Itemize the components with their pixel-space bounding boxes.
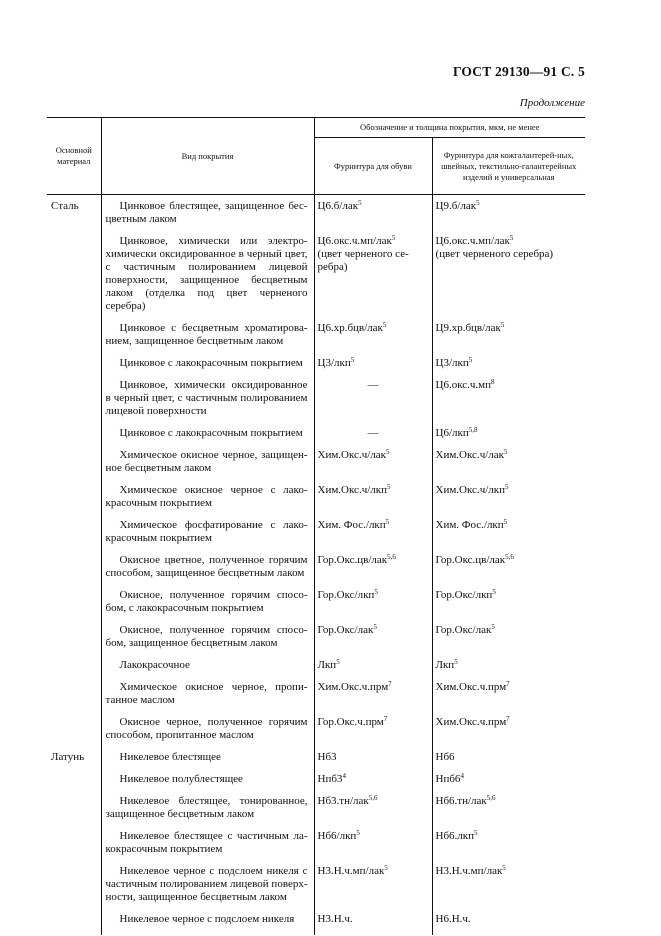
coating-text: Никелевое полублестящее	[119, 773, 243, 785]
coating-text: Окисное, полученное горячим спосо-бом, защищенное бесцветным лаком	[105, 624, 308, 649]
coating-cell	[101, 716, 314, 751]
coating-cell	[101, 427, 314, 449]
coating-text: Цинковое с лакокрасочным покрытием	[119, 427, 303, 439]
coating-cell	[101, 357, 314, 379]
footwear-cell	[314, 554, 432, 589]
coating-text: Цинковое с бесцветным хроматирова-нием, защищенное бесцветным лаком	[105, 322, 308, 347]
footnote-ref: 5	[503, 518, 508, 526]
material-cell	[47, 484, 101, 519]
leather-goods-cell-text: Хим.Окс.ч/лкп	[435, 484, 505, 496]
leather-goods-cell	[432, 830, 585, 865]
designation-note: (цвет черненого серебра)	[435, 248, 554, 260]
footnote-ref: 5	[385, 518, 390, 526]
footwear-cell	[314, 716, 432, 751]
leather-goods-cell	[432, 235, 585, 322]
table-row	[47, 357, 585, 379]
material-cell	[47, 589, 101, 624]
coating-cell	[101, 751, 314, 773]
table-row	[47, 235, 585, 322]
footwear-cell	[314, 830, 432, 865]
table-row	[47, 519, 585, 554]
material-cell	[47, 195, 101, 236]
footwear-cell-text: Нб6/лкп	[317, 830, 357, 842]
leather-goods-cell	[432, 554, 585, 589]
footwear-cell-text: Хим.Окс.ч/лкп	[317, 484, 387, 496]
footwear-cell	[314, 195, 432, 236]
coating-text: Химическое окисное черное, пропи-танное маслом	[105, 681, 308, 706]
footwear-cell-text: Гор.Окс/лак	[317, 624, 374, 636]
coating-cell	[101, 554, 314, 589]
leather-goods-cell-text: Ц3/лкп	[435, 357, 469, 369]
material-cell	[47, 865, 101, 913]
leather-goods-cell	[432, 379, 585, 427]
footnote-ref: 5	[509, 234, 514, 242]
material-cell	[47, 751, 101, 773]
footwear-cell-text: Н3.Н.ч.	[317, 913, 353, 925]
footnote-ref: 7	[388, 680, 392, 688]
leather-goods-cell	[432, 795, 585, 830]
material-cell	[47, 427, 101, 449]
leather-goods-cell	[432, 681, 585, 716]
coating-cell	[101, 624, 314, 659]
footnote-ref: 5	[336, 658, 340, 666]
table-row	[47, 865, 585, 913]
footnote-ref: 5	[350, 356, 355, 364]
footwear-cell	[314, 773, 432, 795]
footnote-ref: 7	[506, 680, 510, 688]
table-row	[47, 913, 585, 935]
footwear-cell-text: Гор.Окс.ч.прм	[317, 716, 384, 728]
coating-text: Окисное цветное, полученное горячим способом, защищенное бесцветным лаком	[105, 554, 308, 579]
table-row	[47, 195, 585, 236]
footnote-ref: 8	[491, 378, 495, 386]
page-header: ГОСТ 29130—91 С. 5	[452, 64, 585, 79]
footnote-ref: 5	[358, 199, 362, 207]
coating-text: Никелевое блестящее, тонированное, защищенное бесцветным лаком	[105, 795, 308, 820]
footnote-ref: 5	[374, 588, 378, 596]
designation-note: (цвет черненого се-ребра)	[317, 248, 409, 273]
coating-text: Окисное черное, полученное горячим способом, пропитанное маслом	[105, 716, 308, 741]
footwear-cell-text: Ц6.хр.бцв/лак	[317, 322, 383, 334]
coating-text: Химическое окисное черное с лако-красочным покрытием	[105, 484, 308, 509]
footwear-cell	[314, 449, 432, 484]
footwear-cell	[314, 681, 432, 716]
material-text: Сталь	[51, 200, 79, 212]
coating-text: Цинковое, химически или электро-химически оксидированное в черный цвет, с частичным полированием лицевой поверхности, защищенное бесцветным лаком (отделка под цвет черненого серебра)	[105, 235, 308, 312]
footwear-cell-text: Нб3.тн/лак	[317, 795, 369, 807]
coating-table	[47, 117, 585, 935]
material-cell	[47, 357, 101, 379]
footnote-ref: 5	[476, 199, 480, 207]
footnote-ref: 5	[491, 623, 495, 631]
footnote-ref: 5	[386, 448, 390, 456]
header-coating: Вид покрытия	[101, 118, 314, 195]
material-cell	[47, 624, 101, 659]
footwear-cell-text: Ц6.б/лак	[317, 200, 359, 212]
leather-goods-cell	[432, 357, 585, 379]
footwear-cell	[314, 379, 432, 427]
footwear-cell-text: Ц3/лкп	[317, 357, 351, 369]
leather-goods-cell-text: Нпб6	[435, 773, 461, 785]
coating-cell	[101, 795, 314, 830]
coating-cell	[101, 865, 314, 913]
footwear-cell-text: Гор.Окс.цв/лак	[317, 554, 388, 566]
leather-goods-cell	[432, 519, 585, 554]
leather-goods-cell-text: Хим.Окс.ч.прм	[435, 716, 507, 728]
coating-text: Химическое фосфатирование с лако-красочным покрытием	[105, 519, 308, 544]
leather-goods-cell-text: Ц6.окс.ч.мп/лак	[435, 235, 510, 247]
material-cell	[47, 554, 101, 589]
leather-goods-cell	[432, 484, 585, 519]
footwear-cell-text: Нб3	[317, 751, 337, 763]
footwear-cell	[314, 427, 432, 449]
footwear-cell-text: Ц6.окс.ч.мп/лак	[317, 235, 392, 247]
footnote-ref: 5	[502, 864, 506, 872]
footnote-ref: 4	[460, 772, 464, 780]
table-row	[47, 427, 585, 449]
leather-goods-cell	[432, 322, 585, 357]
coating-cell	[101, 913, 314, 935]
leather-goods-cell-text: Нб6.тн/лак	[435, 795, 487, 807]
table-row	[47, 449, 585, 484]
footnote-ref: 5	[387, 483, 391, 491]
footnote-ref: 5,8	[468, 426, 478, 434]
material-cell	[47, 449, 101, 484]
leather-goods-cell-text: Ц6.окс.ч.мп	[435, 379, 492, 391]
coating-cell	[101, 484, 314, 519]
coating-cell	[101, 519, 314, 554]
table-row	[47, 484, 585, 519]
leather-goods-cell-text: Ц9.хр.бцв/лак	[435, 322, 501, 334]
table-row	[47, 379, 585, 427]
footwear-cell	[314, 624, 432, 659]
footwear-cell-text: Гор.Окс/лкп	[317, 589, 375, 601]
coating-text: Никелевое черное с подслоем никеля	[119, 913, 295, 925]
table-row	[47, 322, 585, 357]
footnote-ref: 5	[504, 448, 508, 456]
table-row	[47, 624, 585, 659]
table-row	[47, 830, 585, 865]
material-text: Латунь	[51, 751, 85, 763]
table-row	[47, 554, 585, 589]
table-body	[47, 195, 585, 936]
material-cell	[47, 322, 101, 357]
leather-goods-cell	[432, 751, 585, 773]
footwear-cell	[314, 659, 432, 681]
footwear-cell	[314, 357, 432, 379]
leather-goods-cell-text: Н6.Н.ч.	[435, 913, 471, 925]
coating-cell	[101, 681, 314, 716]
leather-goods-cell	[432, 865, 585, 913]
table-row	[47, 681, 585, 716]
table-row	[47, 716, 585, 751]
footnote-ref: 7	[383, 715, 388, 723]
footwear-cell	[314, 913, 432, 935]
footwear-cell-text: —	[367, 379, 379, 391]
footwear-cell	[314, 751, 432, 773]
leather-goods-cell-text: Гор.Окс/лак	[435, 624, 492, 636]
leather-goods-cell-text: Гор.Окс.цв/лак	[435, 554, 506, 566]
material-cell	[47, 795, 101, 830]
leather-goods-cell	[432, 716, 585, 751]
coating-cell	[101, 195, 314, 236]
footnote-ref: 5	[468, 356, 473, 364]
material-cell	[47, 830, 101, 865]
coating-text: Цинковое блестящее, защищенное бес-цветным лаком	[105, 200, 308, 225]
footnote-ref: 7	[506, 715, 510, 723]
footnote-ref: 5	[505, 483, 509, 491]
material-cell	[47, 379, 101, 427]
header-leather-goods: Фурнитура для кожгалантерей-ных, швейных, текстильно-галантерейных изделий и универсальная	[432, 138, 585, 195]
coating-cell	[101, 773, 314, 795]
material-cell	[47, 716, 101, 751]
leather-goods-cell-text: Ц6/лкп	[435, 427, 469, 439]
footnote-ref: 5	[474, 829, 478, 837]
leather-goods-cell-text: Хим.Окс.ч.прм	[435, 681, 507, 693]
leather-goods-cell	[432, 773, 585, 795]
leather-goods-cell	[432, 427, 585, 449]
material-cell	[47, 681, 101, 716]
footnote-ref: 4	[342, 772, 346, 780]
footwear-cell	[314, 865, 432, 913]
footnote-ref: 5	[373, 623, 377, 631]
footnote-ref: 5,6	[505, 553, 514, 561]
footnote-ref: 5	[384, 864, 388, 872]
continuation-label: Продолжение	[519, 97, 585, 109]
coating-cell	[101, 235, 314, 322]
footwear-cell	[314, 484, 432, 519]
footwear-cell-text: Нпб3	[317, 773, 343, 785]
leather-goods-cell-text: Лкп	[435, 659, 455, 671]
coating-cell	[101, 589, 314, 624]
leather-goods-cell	[432, 624, 585, 659]
material-cell	[47, 913, 101, 935]
leather-goods-cell-text: Н3.Н.ч.мп/лак	[435, 865, 503, 877]
footnote-ref: 5	[382, 321, 387, 329]
material-cell	[47, 773, 101, 795]
table-row	[47, 795, 585, 830]
coating-text: Химическое окисное черное, защищен-ное бесцветным лаком	[105, 449, 308, 474]
footnote-ref: 5	[391, 234, 396, 242]
header-material: Основной материал	[47, 118, 101, 195]
footwear-cell	[314, 589, 432, 624]
coating-text: Цинковое с лакокрасочным покрытием	[119, 357, 303, 369]
leather-goods-cell	[432, 449, 585, 484]
leather-goods-cell-text: Ц9.б/лак	[435, 200, 477, 212]
table-row	[47, 659, 585, 681]
coating-text: Никелевое черное с подслоем никеля с частичным полированием лицевой поверх-ности, защищенное бесцветным лаком	[105, 865, 308, 903]
footwear-cell	[314, 519, 432, 554]
material-cell	[47, 659, 101, 681]
table-row	[47, 589, 585, 624]
footnote-ref: 5	[454, 658, 458, 666]
leather-goods-cell	[432, 659, 585, 681]
footnote-ref: 5	[492, 588, 496, 596]
coating-cell	[101, 379, 314, 427]
leather-goods-cell	[432, 913, 585, 935]
coating-cell	[101, 830, 314, 865]
coating-text: Цинковое, химически оксидированное в черный цвет, с частичным полированием лицевой поверхности	[105, 379, 308, 417]
footwear-cell-text: Лкп	[317, 659, 337, 671]
footwear-cell-text: Хим. Фос./лкп	[317, 519, 386, 531]
coating-cell	[101, 449, 314, 484]
footwear-cell-text: —	[367, 427, 379, 439]
leather-goods-cell	[432, 195, 585, 236]
footnote-ref: 5,6	[486, 794, 496, 802]
header-footwear: Фурнитура для обуви	[314, 138, 432, 195]
coating-text: Лакокрасочное	[119, 659, 190, 671]
leather-goods-cell-text: Хим. Фос./лкп	[435, 519, 504, 531]
leather-goods-cell-text: Гор.Окс/лкп	[435, 589, 493, 601]
leather-goods-cell	[432, 589, 585, 624]
footnote-ref: 5	[356, 829, 360, 837]
footwear-cell-text: Н3.Н.ч.мп/лак	[317, 865, 385, 877]
coating-cell	[101, 659, 314, 681]
coating-text: Никелевое блестящее	[119, 751, 221, 763]
footwear-cell-text: Хим.Окс.ч.прм	[317, 681, 389, 693]
leather-goods-cell-text: Хим.Окс.ч/лак	[435, 449, 504, 461]
footwear-cell	[314, 235, 432, 322]
table-row	[47, 751, 585, 773]
footnote-ref: 5,6	[368, 794, 378, 802]
coating-text: Окисное, полученное горячим спосо-бом, с лакокрасочным покрытием	[105, 589, 308, 614]
footnote-ref: 5	[500, 321, 505, 329]
leather-goods-cell-text: Нб6	[435, 751, 455, 763]
header-designation-group: Обозначение и толщина покрытия, мкм, не менее	[314, 118, 585, 138]
footwear-cell-text: Хим.Окс.ч/лак	[317, 449, 386, 461]
coating-text: Никелевое блестящее с частичным ла-кокрасочным покрытием	[105, 830, 308, 855]
footwear-cell	[314, 322, 432, 357]
footwear-cell	[314, 795, 432, 830]
material-cell	[47, 235, 101, 322]
coating-cell	[101, 322, 314, 357]
footnote-ref: 5,6	[387, 553, 396, 561]
table-row	[47, 773, 585, 795]
material-cell	[47, 519, 101, 554]
leather-goods-cell-text: Нб6.лкп	[435, 830, 475, 842]
